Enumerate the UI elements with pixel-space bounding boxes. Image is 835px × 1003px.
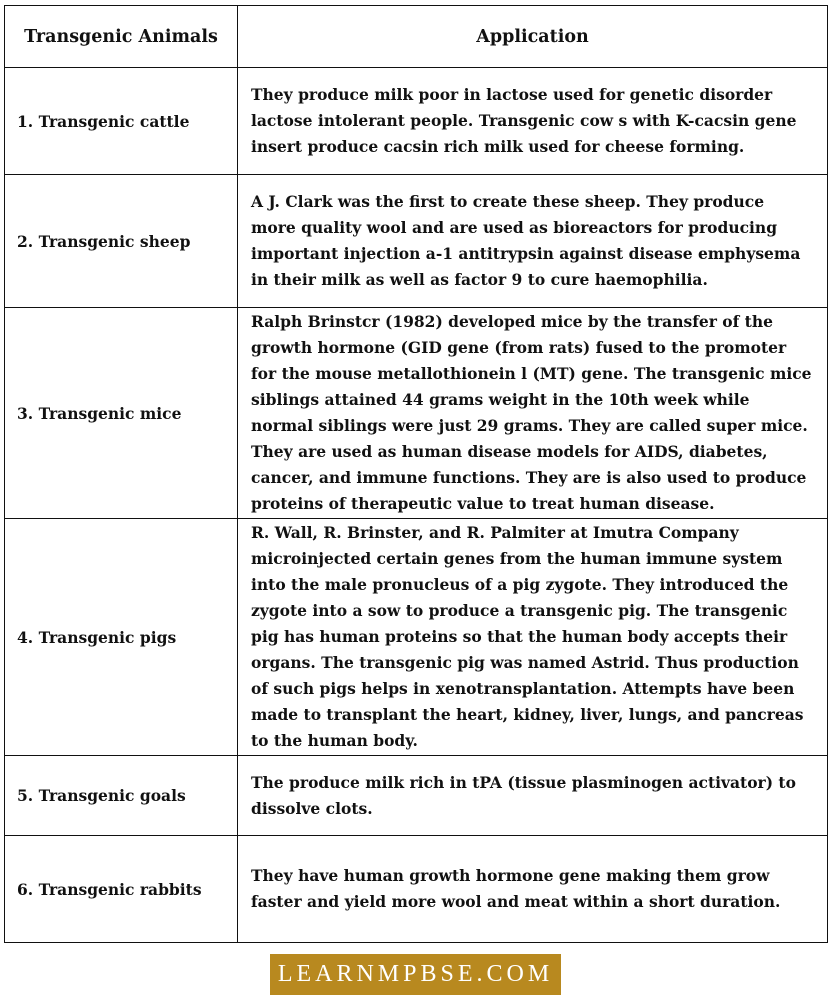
table-row: [5, 68, 828, 175]
application-cell: R. Wall, R. Brinster, and R. Palmiter at Imutra Company microinjected certain genes from the human immune system into the male pronucleus of a pig zygote. They introduced the zygote into a sow to produce a transgenic pig. The transgenic pig has human proteins so that the human body accepts their organs. The transgenic pig was named Astrid. Thus production of such pigs helps in xenotransplantation. Attempts have been made to transplant the heart, kidney, liver, lungs, and pancreas to the human body.: [238, 519, 828, 756]
animal-cell: 4. Transgenic pigs: [5, 519, 238, 756]
table-row: [5, 175, 828, 308]
application-cell: The produce milk rich in tPA (tissue plasminogen activator) to dissolve clots.: [238, 756, 828, 836]
table-row: [5, 308, 828, 519]
transgenic-animals-table: [4, 5, 828, 943]
table-row: [5, 756, 828, 836]
application-cell: They have human growth hormone gene making them grow faster and yield more wool and meat within a short duration.: [238, 836, 828, 943]
application-cell: Ralph Brinstcr (1982) developed mice by the transfer of the growth hormone (GID gene (from rats) fused to the promoter for the mouse metallothionein l (MT) gene. The transgenic mice siblings attained 44 grams weight in the 10th week while normal siblings were just 29 grams. They are called super mice. They are used as human disease models for AIDS, diabetes, cancer, and immune functions. They are is also used to produce proteins of therapeutic value to treat human disease.: [238, 308, 828, 519]
table-row: [5, 836, 828, 943]
animal-cell: 2. Transgenic sheep: [5, 175, 238, 308]
animal-cell: 6. Transgenic rabbits: [5, 836, 238, 943]
table-row: [5, 519, 828, 756]
application-cell: A J. Clark was the first to create these sheep. They produce more quality wool and are used as bioreactors for producing important injection a-1 antitrypsin against disease emphysema in their milk as well as factor 9 to cure haemophilia.: [238, 175, 828, 308]
animal-cell: 5. Transgenic goals: [5, 756, 238, 836]
application-cell: They produce milk poor in lactose used for genetic disorder lactose intolerant people. Transgenic cow s with K-cacsin gene insert produce cacsin rich milk used for cheese forming.: [238, 68, 828, 175]
table-header-row: [5, 6, 828, 68]
site-watermark: LEARNMPBSE.COM: [270, 954, 561, 995]
animal-cell: 3. Transgenic mice: [5, 308, 238, 519]
animal-cell: 1. Transgenic cattle: [5, 68, 238, 175]
header-transgenic-animals: Transgenic Animals: [5, 6, 238, 68]
header-application: Application: [238, 6, 828, 68]
